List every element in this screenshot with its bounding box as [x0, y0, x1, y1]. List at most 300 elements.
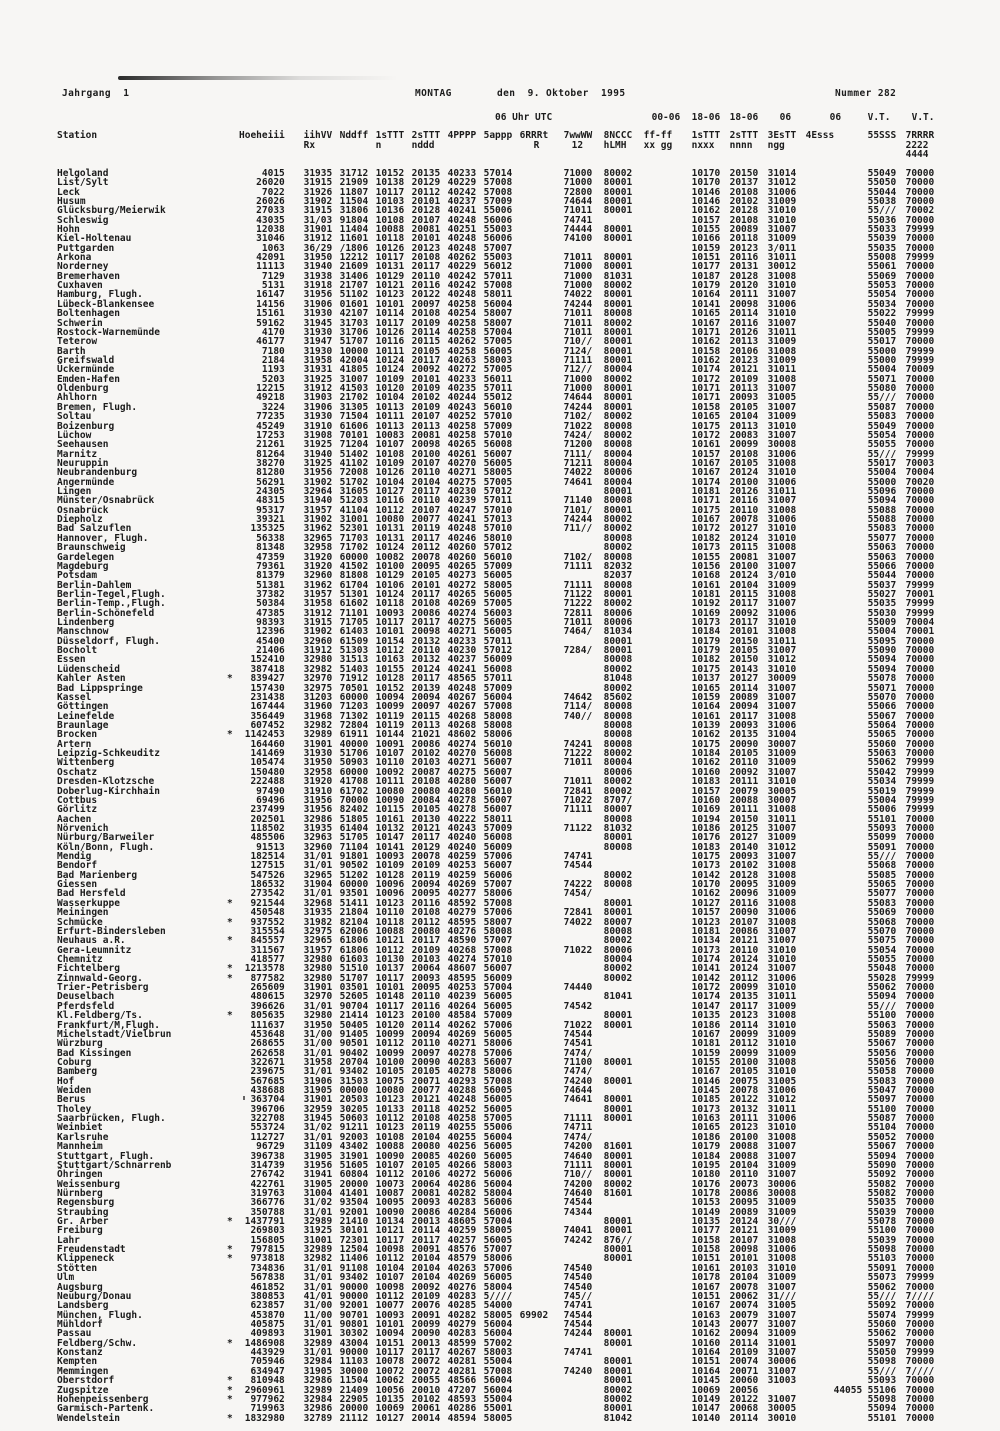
cell-e3: 31011: [767, 1103, 797, 1115]
cell-x2: 20083: [729, 429, 759, 441]
station-name: Brocken: [57, 729, 98, 741]
cell-n8: 80008: [603, 738, 633, 750]
cell-iihvv: 31904: [303, 879, 333, 891]
cell-e4: [806, 450, 868, 459]
cell-iihvv: 31906: [303, 401, 333, 413]
cell-x2: 20104: [729, 1159, 759, 1171]
cell-nddff: 43004: [339, 1337, 369, 1349]
cell-t2: 20095: [411, 982, 441, 994]
cell-e3: 31011: [767, 252, 797, 264]
cell-ff: [644, 553, 692, 562]
period-label: V.T.: [867, 111, 891, 123]
cell-w7: 740//: [563, 710, 593, 722]
cell-nddff: 03501: [339, 982, 369, 994]
cell-r7: 79999: [905, 766, 935, 778]
cell-t1: 10095: [375, 1197, 405, 1209]
cell-x1: 10184: [691, 748, 721, 760]
cell-t1: 10078: [375, 1356, 405, 1368]
cell-ff: [644, 534, 692, 543]
cell-nddff: 91804: [339, 214, 369, 226]
cell-iihvv: 31925: [303, 439, 333, 451]
cell-w7: 71111: [563, 354, 593, 366]
cell-x1: 10181: [691, 1038, 721, 1050]
cell-s55: 55094: [867, 654, 897, 666]
cell-s55: 55099: [867, 832, 897, 844]
cell-w7: 71000: [563, 373, 593, 385]
cell-e4: [806, 1002, 868, 1011]
cell-n8: 80008: [603, 720, 633, 731]
cell-t2: 20110: [411, 495, 441, 507]
cell-e4: [806, 459, 868, 468]
station-name: Hof: [57, 1075, 75, 1087]
cell-e4: [806, 1086, 868, 1095]
cell-e4: [806, 1264, 868, 1273]
period-label: 06: [829, 111, 842, 123]
cell-n8: 80001: [603, 1010, 633, 1022]
column-header-t2: 2sTTT: [411, 130, 441, 142]
cell-p4: 40258: [447, 298, 477, 310]
cell-x1: 10142: [691, 972, 721, 984]
cell-p4: 40270: [447, 457, 477, 469]
cell-ff: [644, 861, 692, 870]
cell-a5: 58006: [483, 1066, 513, 1078]
cell-ff: [644, 422, 692, 431]
cell-e3: 31008: [767, 504, 797, 516]
cell-x1: 10172: [691, 429, 721, 441]
cell-nddff: 52301: [339, 523, 369, 535]
cell-t1: 10148: [375, 991, 405, 1003]
cell-n8: 80001: [603, 401, 633, 413]
station-name: Öhringen: [57, 1169, 103, 1181]
cell-t2: 20077: [411, 514, 441, 526]
cell-iii: 444: [267, 701, 285, 713]
cell-nddff: 31007: [339, 373, 369, 385]
cell-e3: 31010: [767, 1122, 797, 1134]
cell-e4: [806, 740, 868, 749]
cell-x2: 20122: [729, 1094, 759, 1106]
cell-iihvv: 32989: [303, 729, 333, 741]
cell-x1: 10141: [691, 963, 721, 975]
cell-ff: [644, 440, 692, 449]
cell-p4: 40267: [447, 1347, 477, 1359]
cell-s55: 55047: [867, 1085, 897, 1097]
cell-r6: [520, 1189, 564, 1198]
cell-a5: 56006: [483, 214, 513, 226]
cell-n8: 80008: [603, 420, 633, 432]
cell-iihvv: 31930: [303, 411, 333, 423]
spacer-cell: [57, 112, 227, 122]
cell-a5: 57010: [483, 523, 513, 535]
cell-nddff: 61806: [339, 944, 369, 956]
cell-s55: 55097: [867, 1094, 897, 1106]
station-name: Cottbus: [57, 794, 98, 806]
cell-ff: [644, 1095, 692, 1104]
cell-w7: [564, 534, 604, 543]
cell-t2: 20078: [411, 851, 441, 863]
cell-nddff: 91801: [339, 851, 369, 863]
cell-n8: 80002: [603, 785, 633, 797]
cell-s55: 55067: [867, 1141, 897, 1153]
column-header-t1: 1sTTT: [375, 130, 405, 142]
cell-t2: 20110: [411, 270, 441, 282]
cell-s55: 55082: [867, 1178, 897, 1190]
cell-n8: 80001: [603, 195, 633, 207]
cell-e4: [806, 1105, 868, 1114]
cell-x2: 20116: [729, 897, 759, 909]
cell-t1: 10117: [375, 1347, 405, 1359]
cell-iihvv: 31910: [303, 420, 333, 432]
cell-x1: 10165: [691, 308, 721, 320]
cell-hoehe: 14: [256, 298, 268, 310]
cell-x1: 10135: [691, 1216, 721, 1228]
cell-e4: [806, 300, 868, 309]
cell-iihvv: 32989: [303, 1244, 333, 1256]
cell-x1: 10159: [691, 242, 721, 254]
cell-a5: 56004: [483, 1319, 513, 1330]
cell-x2: 20102: [729, 195, 759, 207]
cell-r7: 70003: [905, 457, 935, 469]
cell-nddff: 93501: [339, 888, 369, 900]
cell-x2: 20115: [729, 588, 759, 600]
cell-r7: 70000: [905, 486, 935, 498]
station-name: Nürburg/Barweiler: [57, 832, 155, 844]
cell-x2: 20093: [729, 720, 759, 731]
station-name: Stötten: [57, 1262, 98, 1274]
cell-r7: 70000: [905, 495, 935, 507]
cell-p4: 40248: [447, 242, 477, 254]
cell-e3: 31007: [767, 682, 797, 694]
cell-x2: 20127: [729, 523, 759, 535]
cell-nddff: 51805: [339, 813, 369, 825]
cell-p4: 40283: [447, 1290, 477, 1302]
cell-ff: [644, 665, 692, 674]
cell-n8: 80002: [603, 317, 633, 329]
cell-x1: 10143: [691, 1319, 721, 1330]
cell-x2: 20104: [729, 411, 759, 423]
cell-p4: 40233: [447, 373, 477, 385]
cell-r7: 79999: [905, 804, 935, 816]
cell-x1: 10147: [691, 1403, 721, 1415]
column-header-x2: 2sTTT: [729, 130, 759, 142]
cell-x2: 20074: [729, 1356, 759, 1368]
cell-hoehe: 973: [250, 1253, 268, 1265]
cell-e3: 31010: [767, 944, 797, 956]
cell-s55: 55049: [867, 167, 897, 179]
cell-nddff: 92001: [339, 1206, 369, 1218]
cell-t1: 10093: [375, 851, 405, 863]
cell-iihvv: 31940: [303, 261, 333, 273]
cell-x2: 20124: [729, 953, 759, 965]
cell-hoehe: 45: [256, 420, 268, 432]
cell-n8: 80008: [603, 701, 633, 713]
cell-w7: 74022: [563, 289, 593, 301]
cell-x2: 20150: [729, 813, 759, 825]
column-header-r6: [520, 150, 564, 159]
cell-p4: 40279: [447, 1319, 477, 1330]
cell-t2: 20097: [411, 701, 441, 713]
cell-t2: 20081: [411, 1187, 441, 1199]
cell-x1: 10140: [691, 1412, 721, 1424]
cell-x1: 10159: [691, 691, 721, 703]
cell-ff: [644, 1105, 692, 1114]
cell-x1: 10149: [691, 1206, 721, 1218]
station-mark: *: [227, 935, 233, 947]
cell-e4: [806, 1133, 868, 1142]
cell-x1: 10165: [691, 411, 721, 423]
cell-e4: [806, 253, 868, 262]
cell-x1: 10155: [691, 551, 721, 563]
cell-hoehe: 262: [250, 1047, 268, 1059]
cell-ff: [644, 824, 692, 833]
cell-w7: 71122: [563, 822, 593, 834]
cell-iihvv: 31930: [303, 748, 333, 760]
cell-x2: 20077: [729, 1319, 759, 1330]
cell-iii: 474: [267, 757, 285, 769]
cell-s55: 55078: [867, 1216, 897, 1228]
cell-p4: 40276: [447, 1281, 477, 1293]
cell-n8: 80002: [603, 972, 633, 984]
cell-a5: 56012: [483, 261, 513, 273]
cell-iii: 763: [267, 1187, 285, 1199]
station-name: Pferdsfeld: [57, 1000, 115, 1012]
cell-e4: [806, 992, 868, 1001]
cell-ff: [644, 833, 692, 842]
station-mark: *: [227, 916, 233, 928]
cell-nddff: 31305: [339, 401, 369, 413]
cell-t2: 20107: [411, 214, 441, 226]
cell-iii: 704: [267, 1094, 285, 1106]
cell-r7: 70000: [905, 710, 935, 722]
cell-p4: 40274: [447, 953, 477, 965]
cell-t2: 20085: [411, 1150, 441, 1162]
cell-iii: 567: [267, 944, 285, 956]
cell-t2: 20101: [411, 195, 441, 207]
cell-e3: 31008: [767, 1234, 797, 1246]
cell-e3: 3/010: [767, 570, 797, 582]
cell-n8: 80006: [603, 467, 633, 479]
cell-s55: 55062: [867, 1281, 897, 1293]
cell-x2: 20112: [729, 1038, 759, 1050]
station-name: Bad Salzuflen: [57, 523, 132, 535]
cell-w7: [564, 1245, 604, 1254]
cell-p4: 40229: [447, 261, 477, 273]
cell-w7: 74244: [563, 514, 593, 526]
cell-r7: 70000: [905, 888, 935, 900]
cell-a5: 57004: [483, 326, 513, 338]
cell-e3: 31007: [767, 1393, 797, 1405]
cell-e3: 31010: [767, 523, 797, 535]
cell-e4: [806, 309, 868, 318]
cell-x2: 20110: [729, 504, 759, 516]
cell-r6: [520, 375, 564, 384]
station-name: Schwerin: [57, 317, 103, 329]
cell-e4: [806, 1367, 868, 1376]
cell-ff: [644, 1217, 692, 1226]
cell-nddff: 10000: [339, 345, 369, 357]
cell-t1: 10112: [375, 504, 405, 516]
weekday-label: MONTAG: [415, 88, 452, 99]
cell-s55: 55039: [867, 233, 897, 245]
cell-w7: 74544: [563, 1028, 593, 1040]
cell-ff: [644, 347, 692, 356]
cell-p4: 40268: [447, 710, 477, 722]
cell-r6: [520, 1030, 564, 1039]
spacer-cell: [376, 112, 412, 122]
cell-ff: [644, 478, 692, 487]
cell-r7: 70000: [905, 1094, 935, 1106]
column-header-n8: 8NCCC: [603, 130, 633, 142]
cell-r6: [520, 1021, 564, 1030]
cell-x2: 20073: [729, 1178, 759, 1190]
cell-p4: 40257: [447, 1234, 477, 1246]
station-name: Artern: [57, 738, 92, 750]
cell-r6: [520, 403, 564, 412]
cell-r7: 70000: [905, 1244, 935, 1256]
cell-r6: [520, 1095, 564, 1104]
cell-x2: 20108: [729, 214, 759, 226]
cell-ff: [644, 1161, 692, 1170]
cell-e3: 31006: [767, 476, 797, 488]
cell-r6: [520, 581, 564, 590]
cell-t1: 10116: [375, 336, 405, 348]
cell-x1: 10155: [691, 223, 721, 235]
cell-e4: [806, 599, 868, 608]
cell-e4: [806, 1077, 868, 1086]
cell-hoehe: 311: [250, 944, 268, 956]
cell-e3: 31006: [767, 186, 797, 198]
cell-r6: [520, 815, 564, 824]
cell-ff: [644, 1386, 692, 1395]
cell-ff: [644, 1086, 692, 1095]
cell-nddff: 82104: [339, 916, 369, 928]
cell-r6: [520, 964, 564, 973]
cell-p4: 40252: [447, 1103, 477, 1115]
cell-p4: 40239: [447, 991, 477, 1003]
station-name: Manschnow: [57, 626, 109, 638]
station-name: Mannheim: [57, 1141, 103, 1153]
cell-t2: 20010: [411, 1384, 441, 1396]
cell-t2: 20130: [411, 813, 441, 825]
cell-nddff: 30302: [339, 1328, 369, 1340]
cell-x2: 20117: [729, 710, 759, 722]
cell-s55: 55071: [867, 373, 897, 385]
cell-iii: 033: [267, 205, 285, 217]
cell-iii: 554: [267, 925, 285, 937]
station-name: Arkona: [57, 252, 92, 264]
column-header-s55: [868, 141, 906, 150]
cell-p4: 40253: [447, 982, 477, 994]
cell-t1: 10108: [375, 214, 405, 226]
cell-s55: 55053: [867, 280, 897, 292]
cell-r7: 79999: [905, 579, 935, 591]
cell-e4: [806, 852, 868, 861]
cell-iii: 325: [267, 523, 285, 535]
cell-r6: [520, 468, 564, 477]
cell-n8: 80002: [603, 935, 633, 947]
cell-hoehe: 12: [256, 626, 268, 638]
cell-w7: 710//: [563, 336, 593, 348]
cell-e3: 30005: [767, 785, 797, 797]
cell-p4: 48599: [447, 1337, 477, 1349]
cell-nddff: 51102: [339, 289, 369, 301]
cell-x2: 20104: [729, 579, 759, 591]
cell-n8: 80001: [603, 645, 633, 657]
cell-w7: 71111: [563, 560, 593, 572]
cell-e4: [806, 384, 868, 393]
cell-t1: 10101: [375, 982, 405, 994]
cell-t1: 10090: [375, 1206, 405, 1218]
cell-p4: 40265: [447, 560, 477, 572]
cell-x1: 10173: [691, 944, 721, 956]
station-mark: *: [227, 972, 233, 984]
cell-nddff: 11601: [339, 233, 369, 245]
cell-n8: 80001: [603, 233, 633, 245]
cell-t1: 10107: [375, 748, 405, 760]
cell-nddff: 21112: [339, 1412, 369, 1424]
cell-w7: 72800: [563, 186, 593, 198]
cell-iihvv: 31901: [303, 223, 333, 235]
cell-hoehe: 81: [256, 542, 268, 554]
cell-a5: 57008: [483, 280, 513, 292]
cell-nddff: 51303: [339, 645, 369, 657]
cell-ff: [644, 992, 692, 1001]
cell-p4: 40241: [447, 205, 477, 217]
cell-s55: 55066: [867, 701, 897, 713]
station-name: Oberstdorf: [57, 1375, 115, 1387]
cell-iii: 761: [267, 1178, 285, 1190]
cell-w7: 71011: [563, 617, 593, 629]
cell-ff: [644, 581, 692, 590]
cell-p4: 40230: [447, 645, 477, 657]
station-name: Schmücke: [57, 916, 103, 928]
cell-t2: 20102: [411, 748, 441, 760]
cell-iii: 170: [267, 326, 285, 338]
cell-iihvv: 32986: [303, 813, 333, 825]
cell-r7: 70000: [905, 654, 935, 666]
cell-iii: 348: [267, 542, 285, 554]
cell-w7: 71011: [563, 252, 593, 264]
cell-r7: 70000: [905, 1234, 935, 1246]
cell-hoehe: 239: [250, 1066, 268, 1078]
cell-r6: [520, 740, 564, 749]
cell-w7: 71111: [563, 1113, 593, 1125]
cell-hoehe: 363: [250, 1094, 268, 1106]
cell-e4: [806, 871, 868, 880]
cell-r6: [520, 562, 564, 571]
cell-e4: [806, 1142, 868, 1151]
cell-iii: 870: [267, 1309, 285, 1321]
cell-e3: 31008: [767, 1131, 797, 1143]
cell-ff: [644, 225, 692, 234]
cell-nddff: 31513: [339, 654, 369, 666]
cell-w7: 74741: [563, 214, 593, 226]
cell-s55: 55///: [867, 1290, 897, 1302]
cell-r7: 70000: [905, 1159, 935, 1171]
cell-e4: [806, 796, 868, 805]
cell-iii: 685: [267, 1075, 285, 1087]
time-period-row: [57, 112, 944, 122]
cell-w7: 74244: [563, 298, 593, 310]
cell-w7: 74240: [563, 1075, 593, 1087]
cell-r7: 70000: [905, 1187, 935, 1199]
cell-r6: [520, 730, 564, 739]
cell-p4: 48565: [447, 673, 477, 685]
cell-r6: [520, 496, 564, 505]
cell-n8: 80002: [603, 869, 633, 881]
cell-t2: 20093: [411, 972, 441, 984]
cell-iihvv: 32982: [303, 720, 333, 731]
cell-p4: 40233: [447, 167, 477, 179]
